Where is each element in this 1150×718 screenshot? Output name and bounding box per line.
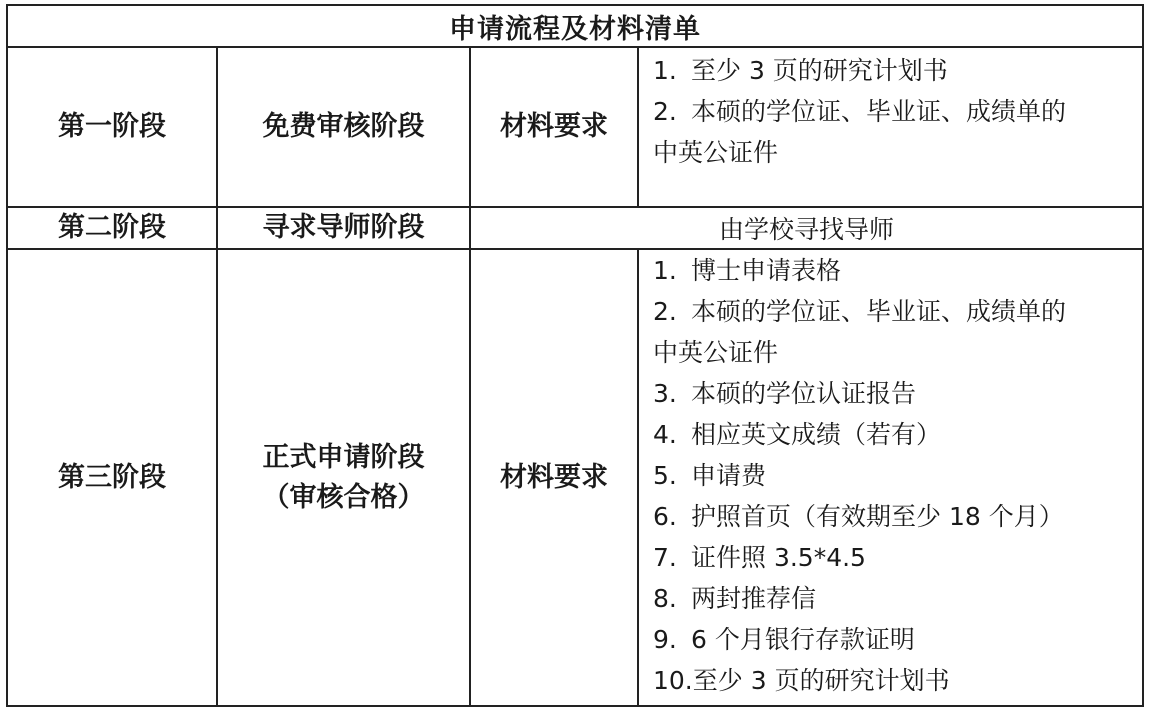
phase-sublabel: （审核合格） [262, 481, 425, 513]
item-text: 博士申请表格 [691, 256, 842, 285]
item-number: 5. [653, 461, 677, 490]
item-text: 本硕的学位证、毕业证、成绩单的 [691, 297, 1067, 326]
item-text: 6 个月银行存款证明 [691, 625, 915, 654]
item-number: 4. [653, 420, 677, 449]
table-row [7, 207, 1143, 249]
materials-list [653, 48, 1142, 173]
item-text: 本硕的学位认证报告 [691, 379, 917, 408]
item-text: 本硕的学位证、毕业证、成绩单的 [691, 97, 1067, 126]
category-label: 材料要求 [500, 461, 608, 493]
list-item [653, 455, 1142, 496]
item-text: 两封推荐信 [691, 584, 817, 613]
item-number: 2. [653, 97, 677, 126]
list-item [653, 414, 1142, 455]
application-table [6, 4, 1144, 707]
category-label: 材料要求 [500, 111, 608, 142]
item-text: 证件照 3.5*4.5 [691, 543, 866, 572]
item-number: 7. [653, 543, 677, 572]
item-number: 3. [653, 379, 677, 408]
item-number: 2. [653, 297, 677, 326]
item-number: 1. [653, 56, 677, 85]
stage-cell [7, 249, 217, 706]
phase-label: 寻求导师阶段 [262, 212, 425, 243]
item-number: 8. [653, 584, 677, 613]
materials-list [653, 250, 1142, 701]
phase-cell [217, 207, 470, 249]
materials-list-cell [638, 249, 1143, 706]
table-title: 申请流程及材料清单 [7, 5, 1143, 47]
item-text: 至少 3 页的研究计划书 [692, 666, 950, 695]
list-item [653, 50, 1142, 91]
phase-cell [217, 249, 470, 706]
item-number: 1. [653, 256, 677, 285]
table-row [7, 249, 1143, 706]
item-text: 申请费 [691, 461, 767, 490]
list-item [653, 496, 1142, 537]
phase-cell [217, 47, 470, 207]
list-item [653, 578, 1142, 619]
item-text: 护照首页（有效期至少 18 个月） [691, 502, 1064, 531]
stage-cell [7, 207, 217, 249]
item-number: 6. [653, 502, 677, 531]
list-item [653, 91, 1142, 173]
list-item [653, 619, 1142, 660]
list-item [653, 373, 1142, 414]
phase-label: 正式申请阶段 [262, 441, 425, 473]
stage-label: 第二阶段 [58, 212, 166, 243]
item-number: 9. [653, 625, 677, 654]
item-text: 相应英文成绩（若有） [691, 420, 942, 449]
item-text: 至少 3 页的研究计划书 [691, 56, 948, 85]
list-item [653, 291, 1142, 373]
stage-label: 第一阶段 [58, 111, 166, 142]
list-item [653, 537, 1142, 578]
table-row [7, 47, 1143, 207]
table-title-row [7, 5, 1143, 47]
list-item [653, 660, 1142, 701]
category-cell [470, 47, 638, 207]
item-number: 10. [653, 666, 693, 695]
phase-label: 免费审核阶段 [262, 111, 425, 142]
stage-label: 第三阶段 [58, 461, 166, 493]
materials-list-cell [638, 47, 1143, 207]
list-item [653, 250, 1142, 291]
supervisor-note-cell: 由学校寻找导师 [470, 207, 1143, 249]
category-cell [470, 249, 638, 706]
item-text-continued: 中英公证件 [653, 338, 779, 367]
item-text-continued: 中英公证件 [653, 138, 779, 167]
stage-cell [7, 47, 217, 207]
